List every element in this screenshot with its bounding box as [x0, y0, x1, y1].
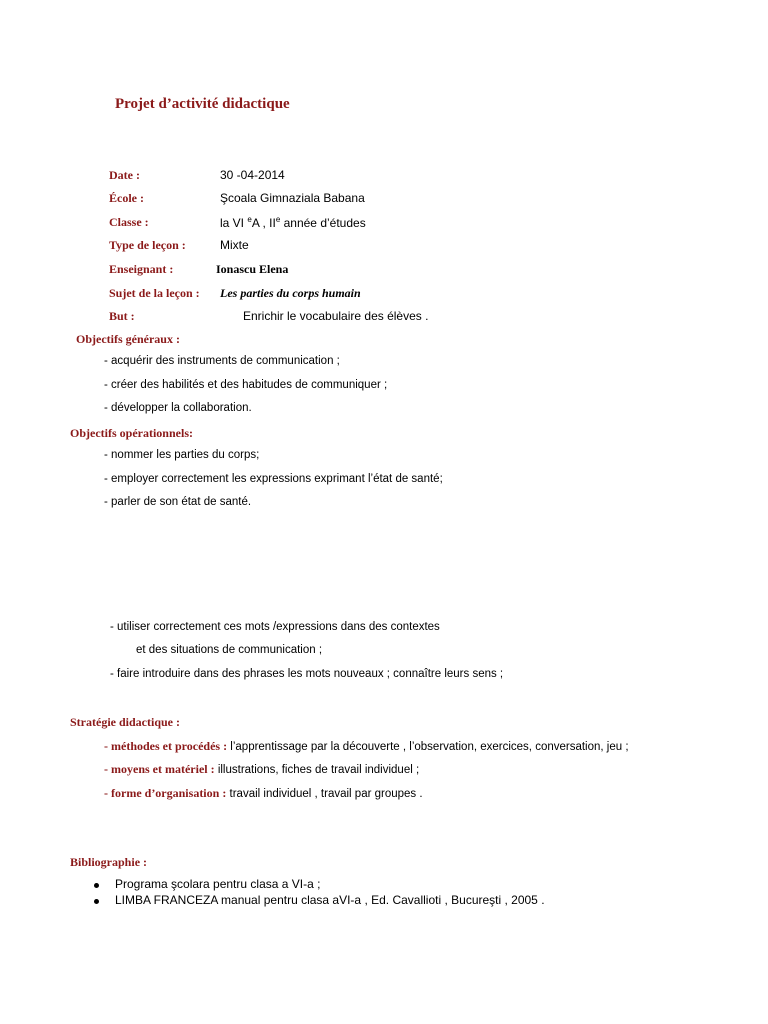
- objectifs-operationnels-heading: Objectifs opérationnels:: [70, 426, 193, 440]
- sujet-value: Les parties du corps humain: [220, 286, 361, 300]
- moyens-value: illustrations, fiches de travail individuel ;: [214, 764, 420, 776]
- objectifs-generaux-heading: Objectifs généraux :: [76, 332, 180, 346]
- objectif-operationnel-item: - faire introduire dans des phrases les mots nouveaux ; connaître leurs sens ;: [110, 668, 504, 680]
- objectif-general-item: - développer la collaboration.: [104, 402, 252, 414]
- objectif-operationnel-item: - nommer les parties du corps;: [104, 449, 260, 461]
- enseignant-label: Enseignant :: [109, 262, 174, 276]
- objectif-operationnel-item-continued: et des situations de communication ;: [136, 644, 323, 656]
- classe-value-sup-1: e: [247, 215, 252, 224]
- document-title: Projet d’activité didactique: [115, 96, 290, 112]
- objectif-general-item: - acquérir des instruments de communication ;: [104, 355, 340, 367]
- classe-value-sup-2: e: [275, 215, 281, 224]
- ecole-label: École :: [109, 191, 144, 205]
- bullet-icon: [94, 883, 99, 888]
- objectif-operationnel-item: - utiliser correctement ces mots /expressions dans des contextes: [110, 621, 440, 633]
- date-value: 30 -04-2014: [220, 168, 285, 182]
- strategie-forme: [104, 786, 423, 801]
- sujet-label: Sujet de la leçon :: [109, 286, 200, 300]
- type-label: Type de leçon :: [109, 238, 186, 252]
- objectif-operationnel-item: - parler de son état de santé.: [104, 496, 252, 508]
- bullet-icon: [94, 899, 99, 904]
- bibliographie-item: Programa şcolara pentru clasa a VI-a ;: [115, 877, 321, 891]
- moyens-label: - moyens et matériel :: [104, 762, 215, 776]
- objectif-general-item: - créer des habilités et des habitudes de communiquer ;: [104, 379, 388, 391]
- bibliographie-item: LIMBA FRANCEZA manual pentru clasa aVI-a , Ed. Cavallioti , Bucureşti , 2005 .: [115, 893, 545, 907]
- ecole-value: Şcoala Gimnaziala Babana: [220, 191, 365, 205]
- strategie-methodes: [104, 739, 629, 754]
- classe-value-part-a: la VI: [220, 216, 248, 230]
- objectif-operationnel-item: - employer correctement les expressions exprimant l’état de santé;: [104, 473, 443, 485]
- classe-label: Classe :: [109, 215, 149, 229]
- methodes-label: - méthodes et procédés :: [104, 739, 228, 753]
- date-label: Date :: [109, 168, 140, 182]
- classe-value-part-c: année d’études: [280, 216, 366, 230]
- bibliographie-heading: Bibliographie :: [70, 855, 148, 869]
- forme-label: - forme d’organisation :: [104, 786, 227, 800]
- methodes-value: l’apprentissage par la découverte , l’observation, exercices, conversation, jeu ;: [227, 741, 629, 753]
- strategie-heading: Stratégie didactique :: [70, 715, 180, 729]
- classe-value-part-b: A , II: [251, 216, 276, 230]
- but-value: Enrichir le vocabulaire des élèves .: [243, 309, 429, 323]
- type-value: Mixte: [220, 238, 249, 252]
- strategie-moyens: [104, 762, 419, 777]
- forme-value: travail individuel , travail par groupes .: [226, 788, 423, 800]
- but-label: But :: [109, 309, 135, 323]
- enseignant-value: Ionascu Elena: [216, 262, 289, 276]
- classe-value: [220, 215, 366, 230]
